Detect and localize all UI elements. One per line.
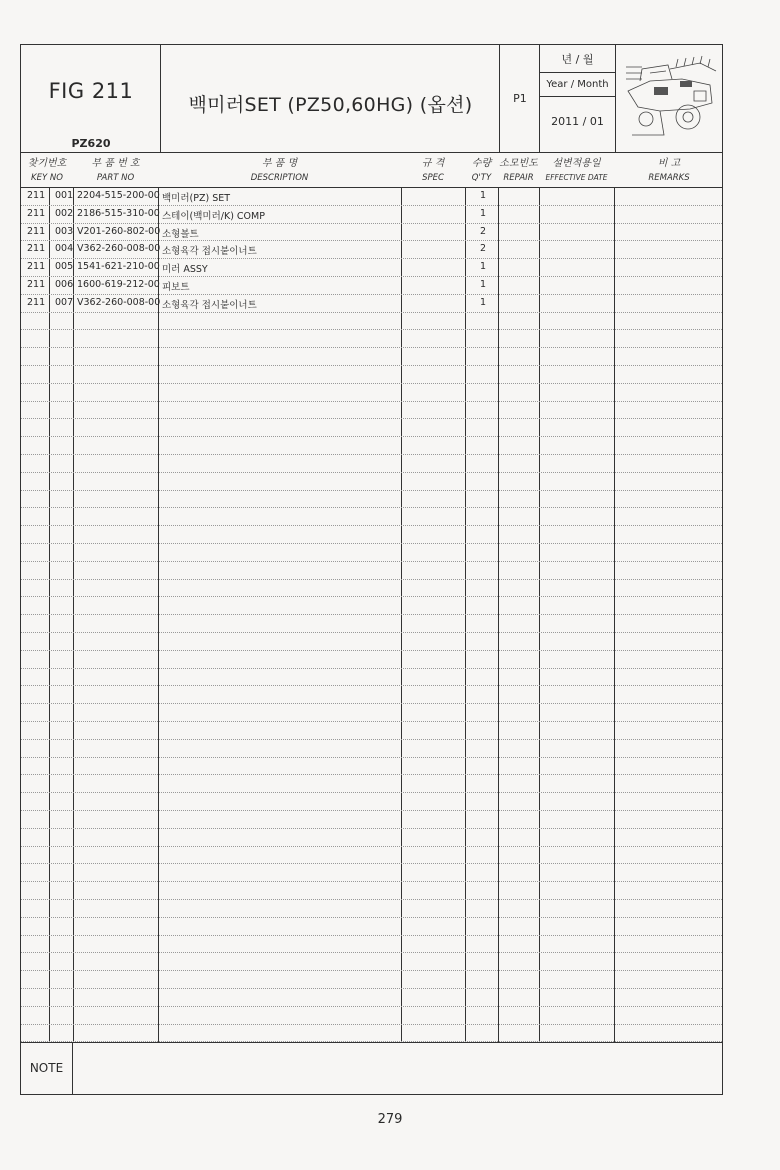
- part-number: 2204-515-200-00: [77, 190, 160, 201]
- header-spec-kr: 규 격: [421, 158, 445, 169]
- header-remarks-kr: 비 고: [657, 158, 681, 169]
- header-part-en: PART NO: [96, 173, 135, 183]
- row-rule: [21, 935, 722, 936]
- page-code-cell: [500, 45, 540, 152]
- row-rule: [21, 668, 722, 669]
- row-rule: [21, 596, 722, 597]
- header-qty-kr: 수량: [471, 158, 492, 169]
- fig-cell: [21, 45, 161, 152]
- row-rule: [21, 792, 722, 793]
- row-rule: [21, 970, 722, 971]
- row-rule: [21, 561, 722, 562]
- model-code: PZ620: [71, 137, 111, 150]
- key-number: 003: [55, 225, 74, 237]
- quantity: 1: [479, 296, 487, 308]
- note-label: NOTE: [21, 1043, 73, 1094]
- header-qty-en: Q'TY: [471, 173, 492, 183]
- row-rule: [21, 507, 722, 508]
- row-rule: [21, 881, 722, 882]
- row-rule: [21, 365, 722, 366]
- header-key-en: KEY NO: [31, 173, 63, 183]
- key-number: 004: [55, 243, 74, 255]
- row-rule: [21, 347, 722, 348]
- quantity: 1: [479, 190, 487, 201]
- row-rule: [21, 703, 722, 704]
- note-box: [20, 1042, 723, 1095]
- key-number: 002: [55, 207, 74, 219]
- description: 소형육각 접시붙이너트: [162, 299, 257, 311]
- row-rule: [21, 810, 722, 811]
- quantity: 1: [479, 207, 487, 219]
- key-group: 211: [27, 190, 46, 201]
- row-rule: [21, 828, 722, 829]
- header-part-kr: 부 품 번 호: [91, 158, 140, 169]
- part-number: V362-260-008-00: [77, 296, 161, 308]
- row-rule: [21, 899, 722, 900]
- row-rule: [21, 685, 722, 686]
- header-repair-kr: 소모빈도: [499, 158, 538, 169]
- row-rule: [21, 988, 722, 989]
- header-repair-en: REPAIR: [503, 173, 534, 183]
- row-rule: [21, 952, 722, 953]
- table-row: [21, 205, 722, 223]
- row-rule: [21, 632, 722, 633]
- quantity: 2: [479, 243, 487, 255]
- table-row: [21, 240, 722, 258]
- row-rule: [21, 472, 722, 473]
- part-number: 1600-619-212-00: [77, 279, 160, 290]
- row-rule: [21, 1024, 722, 1025]
- description: 소형육각 접시붙이너트: [162, 246, 257, 258]
- row-rule: [21, 383, 722, 384]
- header-desc-en: DESCRIPTION: [250, 173, 309, 183]
- key-group: 211: [27, 296, 46, 308]
- description: 미러 ASSY: [162, 264, 208, 276]
- table-row: [21, 294, 722, 312]
- row-rule: [21, 579, 722, 580]
- part-number: V201-260-802-00: [77, 225, 161, 237]
- rice-transplanter-icon: [620, 51, 720, 143]
- key-group: 211: [27, 261, 46, 273]
- row-rule: [21, 312, 722, 313]
- part-number: 1541-621-210-00: [77, 261, 160, 273]
- row-rule: [21, 721, 722, 722]
- quantity: 1: [479, 279, 487, 290]
- row-rule: [21, 846, 722, 847]
- parts-table: [20, 153, 723, 1042]
- table-row: [21, 258, 722, 276]
- year-month-en: Year / Month: [540, 73, 615, 97]
- key-group: 211: [27, 279, 46, 290]
- header-spec-en: SPEC: [422, 173, 444, 183]
- row-rule: [21, 739, 722, 740]
- key-group: 211: [27, 207, 46, 219]
- row-rule: [21, 436, 722, 437]
- row-rule: [21, 454, 722, 455]
- figure-number: FIG 211: [48, 79, 134, 103]
- row-rule: [21, 757, 722, 758]
- key-number: 005: [55, 261, 74, 273]
- year-month-cell: [540, 45, 616, 152]
- row-rule: [21, 614, 722, 615]
- title-cell: [161, 45, 500, 152]
- row-rule: [21, 1006, 722, 1007]
- quantity: 2: [479, 225, 487, 237]
- table-row: [21, 276, 722, 294]
- part-number: V362-260-008-00: [77, 243, 161, 255]
- year-month-kr: 년 / 월: [540, 45, 615, 73]
- row-rule: [21, 863, 722, 864]
- header-remarks-en: REMARKS: [648, 173, 690, 183]
- table-row: [21, 187, 722, 205]
- row-rule: [21, 650, 722, 651]
- row-rule: [21, 418, 722, 419]
- description: 피보트: [162, 282, 190, 293]
- header-key-kr: 찾기번호: [27, 158, 67, 169]
- row-rule: [21, 401, 722, 402]
- description: 백미러(PZ) SET: [162, 193, 231, 204]
- header-desc-kr: 부 품 명: [261, 158, 298, 169]
- part-number: 2186-515-310-00: [77, 207, 160, 219]
- key-group: 211: [27, 225, 46, 237]
- page-number: 279: [377, 1112, 403, 1127]
- page-title: 백미러SET (PZ50,60HG) (옵션): [188, 94, 473, 116]
- key-number: 007: [55, 296, 74, 308]
- key-group: 211: [27, 243, 46, 255]
- table-row: [21, 223, 722, 241]
- issue-date: 2011 / 01: [551, 115, 604, 128]
- row-rule: [21, 525, 722, 526]
- description: 소형볼트: [162, 228, 199, 240]
- machine-image-cell: [616, 45, 724, 152]
- description: 스테이(백미러/K) COMP: [162, 210, 265, 222]
- table-header: [21, 153, 722, 188]
- header-date-kr: 설변적용일: [552, 158, 601, 169]
- key-number: 006: [55, 279, 74, 290]
- header-block: [20, 44, 723, 153]
- row-rule: [21, 917, 722, 918]
- page-code: P1: [513, 92, 527, 105]
- header-date-en: EFFECTIVE DATE: [545, 173, 608, 182]
- row-rule: [21, 329, 722, 330]
- quantity: 1: [479, 261, 487, 273]
- row-rule: [21, 490, 722, 491]
- row-rule: [21, 543, 722, 544]
- row-rule: [21, 774, 722, 775]
- key-number: 001: [55, 190, 74, 201]
